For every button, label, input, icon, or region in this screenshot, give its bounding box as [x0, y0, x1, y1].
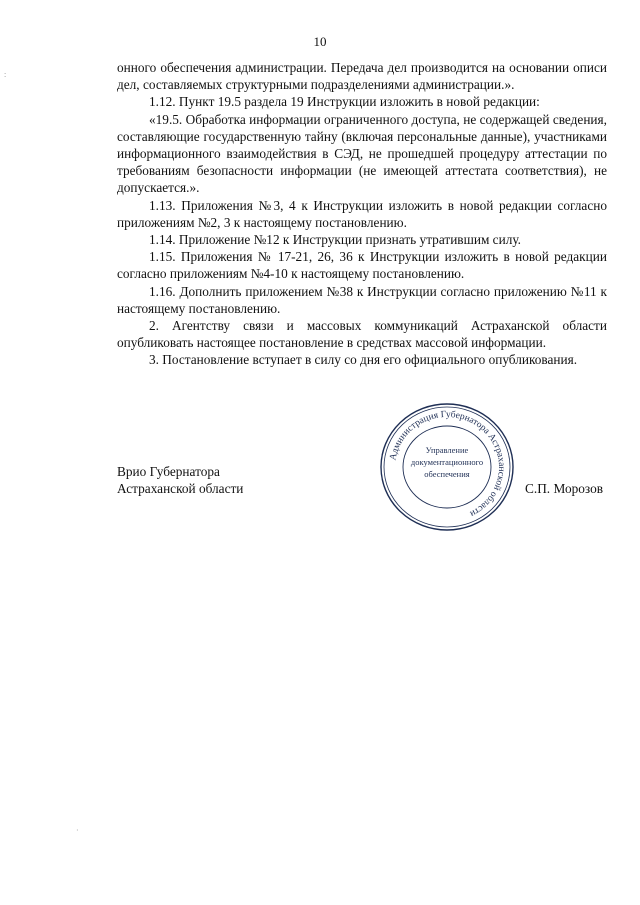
signatory-title — [117, 463, 243, 497]
stamp-ring-text: Администрация Губернатора Астраханской области — [388, 409, 507, 519]
stamp-center-line: Управление — [425, 445, 469, 455]
paragraph: 1.13. Приложения №3, 4 к Инструкции изложить в новой редакции согласно приложениям №2, 3 к настоящему постановлению. — [117, 197, 607, 230]
paragraph: онного обеспечения администрации. Передача дел производится на основании описи дел, составляемых структурными подразделениями администрации.». — [117, 60, 607, 93]
paragraph: 1.12. Пункт 19.5 раздела 19 Инструкции изложить в новой редакции: — [149, 94, 540, 110]
stamp-seal-icon — [377, 401, 517, 533]
stamp-center-line: обеспечения — [424, 469, 470, 479]
signature-block — [117, 463, 607, 523]
official-stamp — [377, 401, 517, 533]
signatory-title-line: Врио Губернатора — [117, 464, 220, 479]
document-body — [117, 59, 607, 369]
stamp-center-line: документационного — [410, 457, 484, 467]
paragraph: «19.5. Обработка информации ограниченного доступа, не содержащей сведения, составляющие государственную тайну (включая персональные данные), участниками информационного взаимодействия в СЭД, не прошедшей процедуру аттестации по требованиям безопасности информации (не имеющей аттестата соответствия), не допускается.». — [117, 111, 607, 196]
paragraph: 1.16. Дополнить приложением №38 к Инструкции согласно приложению №11 к настоящему постановлению. — [117, 283, 607, 316]
signatory-name: С.П. Морозов — [525, 481, 603, 496]
paragraph: 1.14. Приложение №12 к Инструкции признать утратившим силу. — [149, 232, 521, 248]
paragraph: 3. Постановление вступает в силу со дня его официального опубликования. — [149, 352, 578, 368]
page-number: 10 — [313, 34, 327, 49]
paragraph: 1.15. Приложения № 17-21, 26, 36 к Инструкции изложить в новой редакции согласно приложениям №4-10 к настоящему постановлению. — [117, 249, 607, 282]
signatory-title-line: Астраханской области — [117, 481, 244, 497]
paragraph: 2. Агентству связи и массовых коммуникаций Астраханской области опубликовать настоящее постановление в средствах массовой информации. — [117, 318, 607, 351]
scan-speck: · — [76, 826, 79, 835]
scan-speck: : — [4, 70, 7, 79]
